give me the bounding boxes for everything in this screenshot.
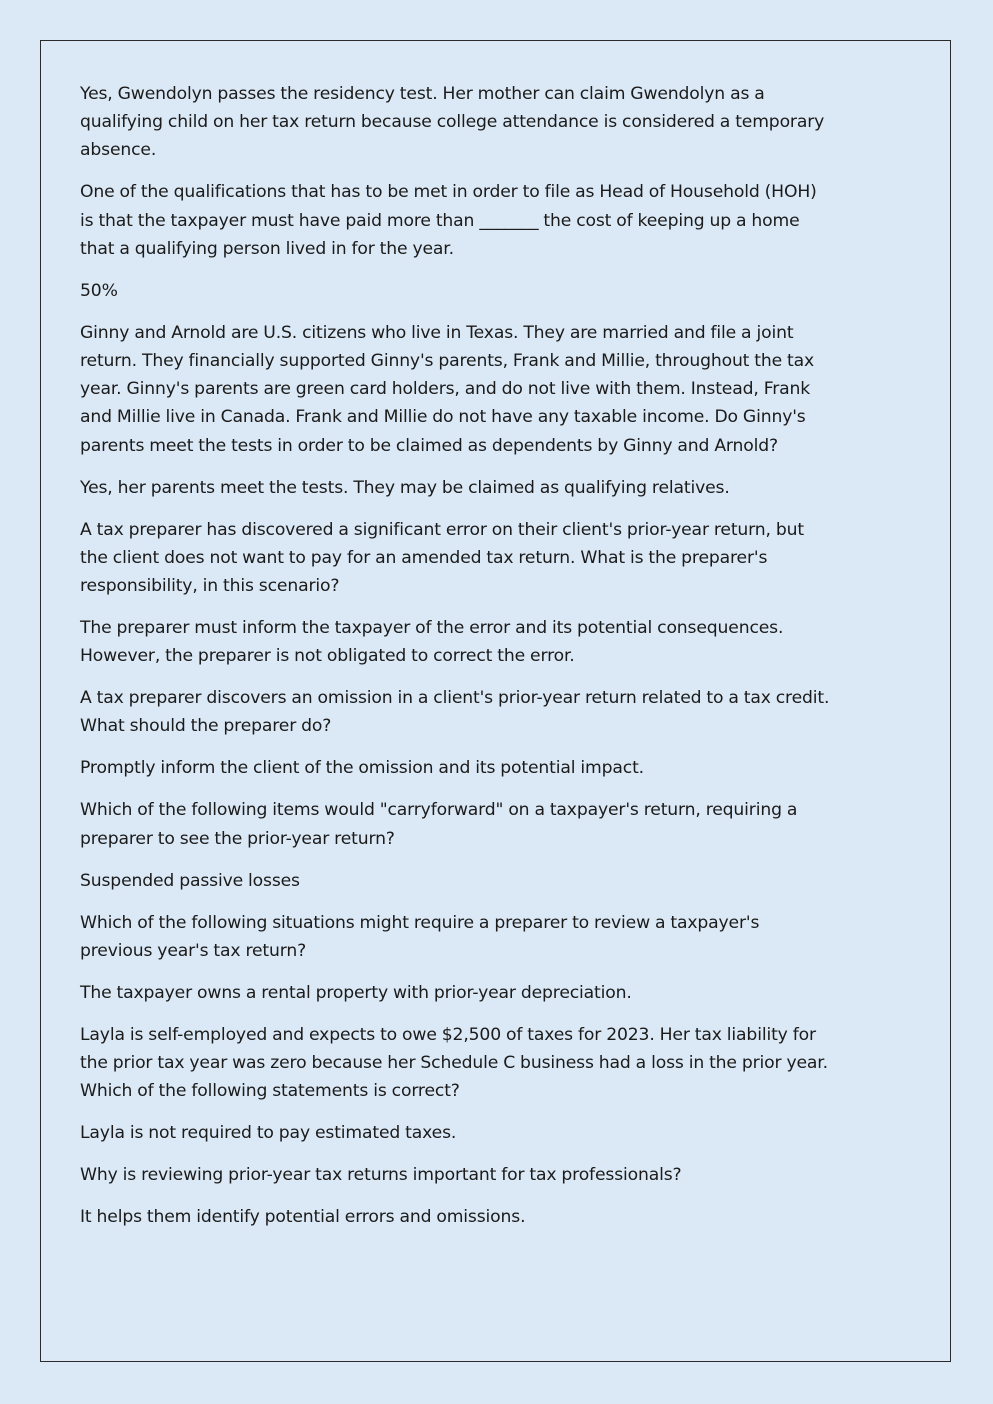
question-carryforward: Which of the following items would "carryforward" on a taxpayer's return, requiring a preparer to see the prior-year return?	[80, 800, 798, 849]
answer-layla: Layla is not required to pay estimated taxes.	[80, 1123, 457, 1144]
answer-ginny-parents: Yes, her parents meet the tests. They may be claimed as qualifying relatives.	[80, 477, 730, 498]
question-ginny-parents: Ginny and Arnold are U.S. citizens who live in Texas. They are married and file a joint return. They financially supported Ginny's parents, Frank and Millie, throughout the tax year. Ginny's parents are green card holders, and do not live with them. Instead, Frank and Millie live in Canada. Frank and Millie do not have any taxable income. Do Ginny's parents meet the tests in order to be claimed as dependents by Ginny and Arnold?	[80, 322, 815, 456]
answer-residency: Yes, Gwendolyn passes the residency test. Her mother can claim Gwendolyn as a qualifying child on her tax return because college attendance is considered a temporary absence.	[80, 84, 825, 161]
answer-carryforward: Suspended passive losses	[80, 870, 300, 891]
answer-preparer-error: The preparer must inform the taxpayer of the error and its potential consequences. However, the preparer is not obligated to correct the error.	[80, 618, 784, 667]
question-preparer-error: A tax preparer has discovered a significant error on their client's prior-year return, but the client does not want to pay for an amended tax return. What is the preparer's responsibility, in this scenario?	[80, 519, 804, 597]
question-hoh-cost: One of the qualifications that has to be met in order to file as Head of Household (HOH) is that the taxpayer must have paid more than _______ the cost of keeping up a home that a qualifying person lived in for the year.	[80, 182, 817, 259]
question-omission: A tax preparer discovers an omission in a client's prior-year return related to a tax credit. What should the preparer do?	[80, 688, 830, 737]
document-body	[80, 80, 832, 1245]
question-layla: Layla is self-employed and expects to owe $2,500 of taxes for 2023. Her tax liability for the prior tax year was zero because her Schedule C business had a loss in the prior year. Which of the following statements is correct?	[80, 1024, 828, 1102]
answer-hoh-cost: 50%	[80, 280, 118, 301]
question-review-situation: Which of the following situations might require a preparer to review a taxpayer's previous year's tax return?	[80, 912, 760, 961]
answer-why-review: It helps them identify potential errors and omissions.	[80, 1207, 526, 1228]
answer-omission: Promptly inform the client of the omission and its potential impact.	[80, 758, 644, 779]
question-why-review: Why is reviewing prior-year tax returns important for tax professionals?	[80, 1165, 682, 1186]
answer-review-situation: The taxpayer owns a rental property with prior-year depreciation.	[80, 982, 632, 1003]
